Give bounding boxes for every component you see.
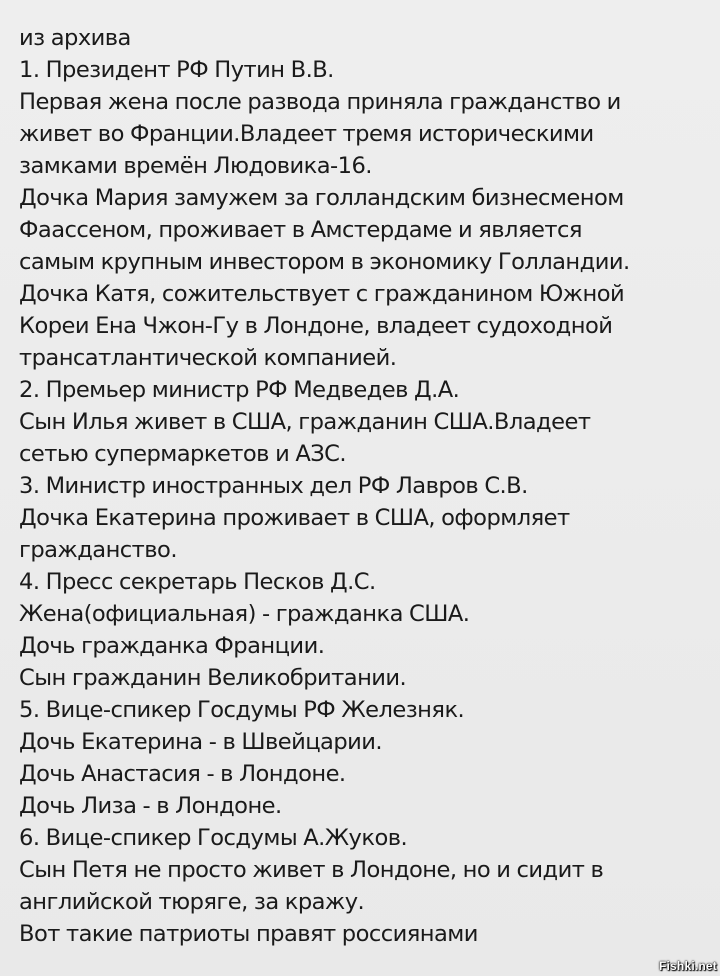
text-line: Дочь гражданка Франции.: [19, 633, 325, 659]
document-text: [19, 22, 709, 950]
text-line: 1. Президент РФ Путин В.В.: [19, 57, 334, 83]
text-line: 6. Вице-спикер Госдумы А.Жуков.: [19, 825, 408, 851]
text-line: Дочь Анастасия - в Лондоне.: [19, 761, 346, 787]
text-line: Сын Петя не просто живет в Лондоне, но и сидит в: [19, 857, 604, 883]
text-line: из архива: [19, 25, 131, 51]
text-line: трансатлантической компанией.: [19, 345, 397, 371]
text-line: Дочь Лиза - в Лондоне.: [19, 793, 282, 819]
text-line: самым крупным инвестором в экономику Голландии.: [19, 249, 630, 275]
text-line: Сын гражданин Великобритании.: [19, 665, 407, 691]
text-line: Дочка Катя, сожительствует с гражданином Южной: [19, 281, 625, 307]
text-line: 3. Министр иностранных дел РФ Лавров С.В.: [19, 473, 528, 499]
text-line: английской тюряге, за кражу.: [19, 889, 365, 915]
text-line: Жена(официальная) - гражданка США.: [19, 601, 470, 627]
text-line: 5. Вице-спикер Госдумы РФ Железняк.: [19, 697, 465, 723]
text-line: 2. Премьер министр РФ Медведев Д.А.: [19, 377, 460, 403]
text-line: Кореи Ена Чжон-Гу в Лондоне, владеет судоходной: [19, 313, 613, 339]
text-line: гражданство.: [19, 537, 177, 563]
text-line: 4. Пресс секретарь Песков Д.С.: [19, 569, 376, 595]
text-line: Вот такие патриоты правят россиянами: [19, 921, 478, 947]
text-line: Фаассеном, проживает в Амстердаме и является: [19, 217, 582, 243]
text-line: Дочка Екатерина проживает в США, оформляет: [19, 505, 570, 531]
text-line: Сын Илья живет в США, гражданин США.Владеет: [19, 409, 591, 435]
site-watermark: Fishki.net: [658, 959, 717, 973]
text-line: Дочка Мария замужем за голландским бизнесменом: [19, 185, 624, 211]
text-line: живет во Франции.Владеет тремя историческими: [19, 121, 594, 147]
text-line: Первая жена после развода приняла гражданство и: [19, 89, 621, 115]
text-line: замками времён Людовика-16.: [19, 153, 372, 179]
text-line: сетью супермаркетов и АЗС.: [19, 441, 347, 467]
text-line: Дочь Екатерина - в Швейцарии.: [19, 729, 383, 755]
